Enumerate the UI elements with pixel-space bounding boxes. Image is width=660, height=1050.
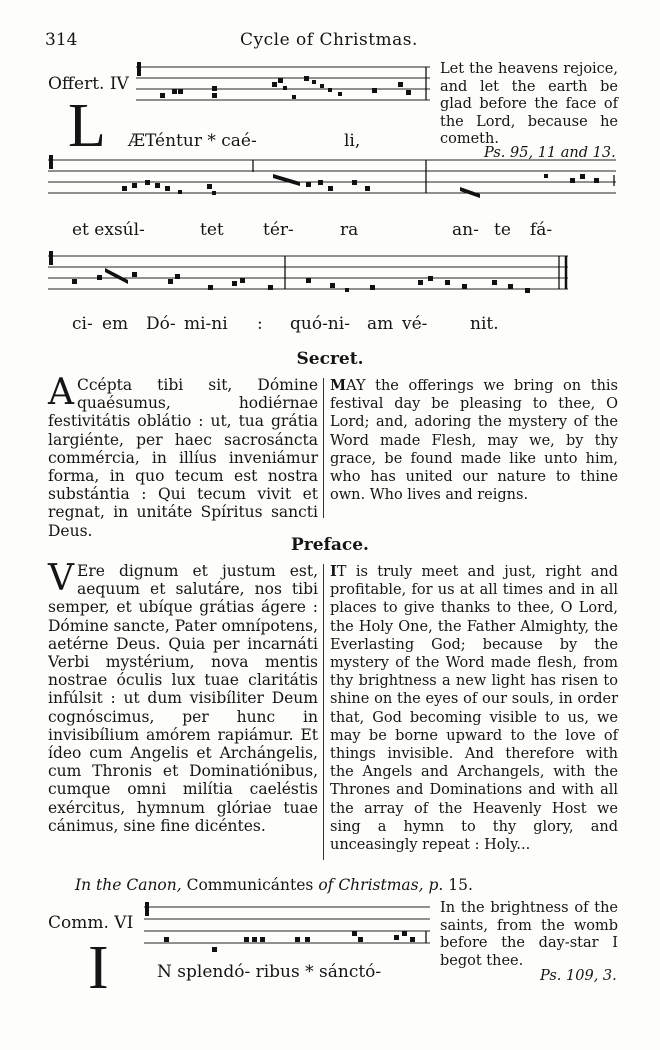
offertory-syllable-2: li,: [344, 131, 361, 151]
preface-latin: [48, 558, 318, 835]
secret-latin: [48, 372, 318, 540]
preface-english-text: T is truly meet and just, right and profitable, for us at all times and in all places to give thanks to thee, O Lord, the Holy One, the Father Almighty, the Everlasting God; because by the mystery of the Word made flesh, from thy brightness a new light has risen to shine on the eyes of our souls, in order that, God becoming visible to us, we may be borne upward to the love of things invisible. And therefore with the Angels and Archangels, with the Thrones and Dominations and with all the array of the Heavenly Host we sing a hymn to thy glory, and unceasingly repeat : Holy...: [330, 564, 618, 854]
communion-initial: I: [88, 934, 109, 1002]
offertory-syllable-5: tér-: [263, 220, 294, 240]
preface-latin-initial: V: [48, 558, 74, 599]
offertory-staff-2: [48, 155, 616, 198]
offertory-syllable-13: mi-ni: [184, 314, 228, 334]
offertory-staff-1: [136, 62, 430, 100]
offertory-translation: Let the heavens rejoice, and let the earth be glad before the face of the Lord, because he cometh.: [440, 61, 618, 148]
offertory-reference: Ps. 95, 11 and 13.: [484, 145, 616, 161]
offertory-syllable-16: am: [367, 314, 394, 334]
preface-column-rule: [323, 564, 324, 860]
communion-label: Comm. VI: [48, 913, 134, 933]
offertory-syllable-17: vé-: [402, 314, 428, 334]
offertory-staff-3: [48, 251, 568, 293]
preface-title: Preface.: [291, 535, 369, 555]
offertory-syllable-3: et exsúl-: [72, 220, 145, 240]
offertory-syllable-1: ÆTéntur * caé-: [128, 131, 257, 151]
canon-note-page: 15.: [448, 876, 473, 894]
secret-column-rule: [323, 378, 324, 518]
communion-reference: Ps. 109, 3.: [540, 968, 617, 984]
offertory-label: Offert. IV: [48, 74, 129, 94]
page-number: 314: [45, 30, 78, 50]
secret-latin-initial: A: [48, 372, 74, 413]
communion-syllables: N splendó- ribus * sánctó-: [157, 962, 382, 982]
canon-note-word: Communicántes: [186, 876, 314, 894]
running-title: Cycle of Christmas.: [240, 30, 418, 50]
offertory-syllable-18: nit.: [470, 314, 499, 334]
offertory-syllable-8: te: [494, 220, 511, 240]
preface-english-initial: I: [330, 563, 337, 580]
secret-english: [330, 377, 618, 504]
offertory-syllable-11: em: [102, 314, 129, 334]
offertory-syllable-4: tet: [200, 220, 224, 240]
offertory-staves: [0, 0, 660, 340]
preface-english: [330, 563, 618, 854]
canon-note-prefix: In the Canon,: [75, 876, 182, 894]
canon-note-middle: of Christmas, p.: [318, 876, 444, 894]
secret-latin-text: Ccépta tibi sit, Dómine quaésumus, hodiérnae festivitátis oblátio : ut, tua grátia largiénte, per haec sacrosáncta commércia, in illíus inveniámur forma, in quo tecum est nostra substántia : Qui tecum vivit et regnat, in unitáte Spíritus sancti Deus.: [48, 376, 318, 540]
offertory-syllable-14: :: [257, 314, 263, 334]
offertory-syllable-12: Dó-: [146, 314, 176, 334]
secret-english-initial: M: [330, 377, 347, 394]
canon-note: [75, 876, 473, 894]
offertory-syllable-6: ra: [340, 220, 359, 240]
secret-english-text: AY the offerings we bring on this festival day be pleasing to thee, O Lord; and, adoring the mystery of the Word made Flesh, may we, by thy grace, be found made like unto him, who has united our nature to thine own. Who lives and reigns.: [330, 378, 618, 504]
offertory-initial: L: [68, 92, 106, 160]
secret-title: Secret.: [296, 349, 364, 369]
offertory-syllable-9: fá-: [530, 220, 553, 240]
preface-latin-text: Ere dignum et justum est, aequum et salutáre, nos tibi semper, et ubíque grátias ágere : Dómine sancte, Pater omnípotens, aetérne Deus. Quia per incarnáti Verbi mystérium, nova mentis nostrae óculis lux tuae claritátis infúlsit : ut dum visibíliter Deum cognóscimus, per hunc in invisibílium amórem rapiámur. Et ídeo cum Angelis et Archángelis, cum Thronis et Dominatiónibus, cumque omni milítia caeléstis exércitus, hymnum glóriae tuae cánimus, sine fine dicéntes.: [48, 562, 318, 835]
offertory-syllable-15: quó-ni-: [290, 314, 350, 334]
communion-translation: In the brightness of the saints, from the womb before the day-star I begot thee.: [440, 900, 618, 969]
offertory-syllable-7: an-: [452, 220, 479, 240]
offertory-syllable-10: ci-: [72, 314, 93, 334]
